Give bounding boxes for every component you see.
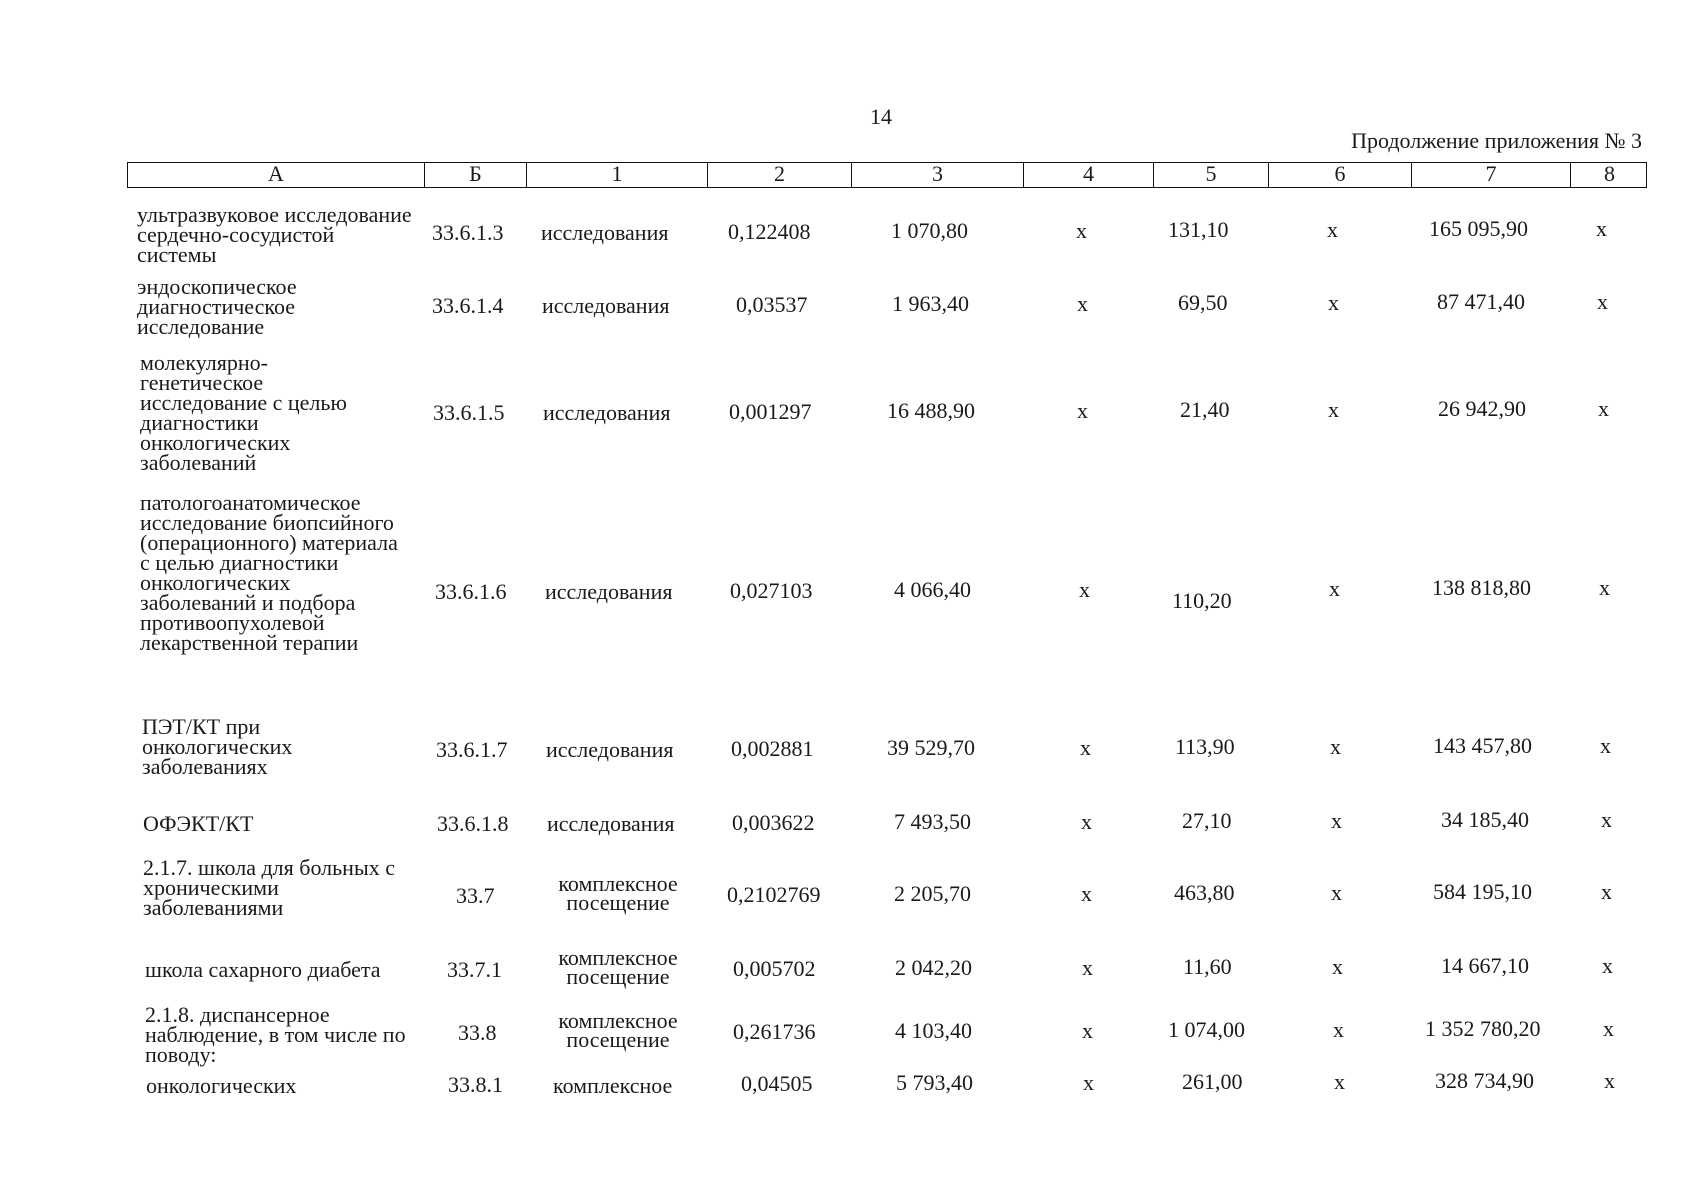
header-cell-4: 4: [1023, 163, 1153, 187]
header-cell-2: 2: [707, 163, 851, 187]
row-col2: 0,04505: [741, 1071, 813, 1096]
row-col5: 113,90: [1175, 734, 1235, 759]
row-col6: х: [1332, 954, 1343, 979]
row-col3: 4 103,40: [895, 1018, 972, 1043]
row-col6: х: [1333, 1017, 1344, 1042]
row-col7: 14 667,10: [1441, 953, 1529, 978]
row-col7: 1 352 780,20: [1425, 1016, 1541, 1041]
row-col5: 11,60: [1183, 954, 1232, 979]
row-col6: х: [1327, 217, 1338, 242]
row-name: ПЭТ/КТ при онкологических заболеваниях: [142, 714, 293, 779]
row-col3: 16 488,90: [887, 398, 975, 423]
row-unit: комплексное: [553, 1073, 673, 1098]
row-code: 33.6.1.8: [437, 811, 509, 836]
row-col5: 261,00: [1182, 1069, 1243, 1094]
row-col2: 0,005702: [733, 956, 816, 981]
row-col8: х: [1596, 216, 1607, 241]
header-cell-6: 6: [1268, 163, 1411, 187]
row-col8: х: [1602, 953, 1613, 978]
page-number: 14: [870, 104, 892, 129]
row-col3: 2 042,20: [895, 955, 972, 980]
row-col6: х: [1334, 1069, 1345, 1094]
row-code: 33.8.1: [448, 1072, 503, 1097]
row-col8: х: [1600, 733, 1611, 758]
row-col4: х: [1082, 1018, 1093, 1043]
row-col2: 0,003622: [732, 810, 815, 835]
row-col6: х: [1331, 808, 1342, 833]
row-code: 33.6.1.4: [432, 293, 504, 318]
row-col6: х: [1329, 576, 1340, 601]
row-name: школа сахарного диабета: [145, 957, 381, 982]
row-name: 2.1.8. диспансерное наблюдение, в том числе по поводу:: [145, 1002, 406, 1067]
row-unit: исследования: [545, 579, 673, 604]
row-col4: х: [1077, 291, 1088, 316]
row-col7: 26 942,90: [1438, 396, 1526, 421]
row-col3: 5 793,40: [896, 1070, 973, 1095]
row-unit: исследования: [547, 811, 675, 836]
row-unit: комплексное посещение: [558, 871, 678, 915]
row-col3: 7 493,50: [894, 809, 971, 834]
header-cell-8: 8: [1570, 163, 1648, 187]
row-col5: 1 074,00: [1168, 1017, 1245, 1042]
row-col5: 110,20: [1172, 588, 1232, 613]
row-col6: х: [1330, 734, 1341, 759]
row-col7: 328 734,90: [1435, 1068, 1534, 1093]
row-unit: комплексное посещение: [558, 1008, 678, 1052]
row-col8: х: [1601, 807, 1612, 832]
row-name: ОФЭКТ/КТ: [143, 811, 254, 836]
table-header: [127, 162, 1647, 188]
row-col8: х: [1604, 1068, 1615, 1093]
row-col8: х: [1603, 1016, 1614, 1041]
row-name: ультразвуковое исследование сердечно-сосудистой системы: [137, 202, 412, 267]
row-unit: исследования: [542, 293, 670, 318]
row-col8: х: [1599, 575, 1610, 600]
row-col2: 0,122408: [728, 219, 811, 244]
row-col7: 34 185,40: [1441, 807, 1529, 832]
row-unit: исследования: [543, 400, 671, 425]
row-code: 33.6.1.5: [433, 400, 505, 425]
row-code: 33.6.1.7: [436, 737, 508, 762]
row-col3: 39 529,70: [887, 735, 975, 760]
row-col7: 584 195,10: [1433, 879, 1532, 904]
row-col3: 1 963,40: [892, 291, 969, 316]
row-col4: х: [1080, 735, 1091, 760]
row-col4: х: [1083, 1070, 1094, 1095]
row-col7: 165 095,90: [1429, 216, 1528, 241]
row-col6: х: [1331, 880, 1342, 905]
row-col8: х: [1598, 396, 1609, 421]
row-name: эндоскопическое диагностическое исследование: [137, 274, 297, 339]
row-col2: 0,027103: [730, 578, 813, 603]
row-col4: х: [1079, 577, 1090, 602]
row-col5: 21,40: [1180, 397, 1230, 422]
header-cell-1: 1: [526, 163, 707, 187]
row-col4: х: [1082, 955, 1093, 980]
row-col4: х: [1077, 398, 1088, 423]
row-col3: 4 066,40: [894, 577, 971, 602]
row-col2: 0,001297: [729, 399, 812, 424]
row-col7: 87 471,40: [1437, 289, 1525, 314]
header-cell-b: Б: [424, 163, 526, 187]
header-cell-a: А: [268, 161, 284, 186]
row-col4: х: [1076, 218, 1087, 243]
row-col8: х: [1601, 879, 1612, 904]
row-col4: х: [1081, 809, 1092, 834]
row-col6: х: [1328, 290, 1339, 315]
row-col3: 2 205,70: [894, 881, 971, 906]
row-code: 33.7: [456, 883, 495, 908]
header-cell-7: 7: [1411, 163, 1570, 187]
header-cell-3: 3: [851, 163, 1023, 187]
row-col5: 463,80: [1174, 880, 1235, 905]
row-unit: исследования: [546, 737, 674, 762]
row-col8: х: [1597, 289, 1608, 314]
row-name: онкологических: [146, 1073, 297, 1098]
row-col7: 138 818,80: [1432, 575, 1531, 600]
row-col4: х: [1081, 881, 1092, 906]
row-col2: 0,261736: [733, 1019, 816, 1044]
row-code: 33.8: [458, 1020, 497, 1045]
row-col3: 1 070,80: [891, 218, 968, 243]
row-col5: 27,10: [1182, 808, 1232, 833]
row-col5: 131,10: [1168, 217, 1229, 242]
row-col2: 0,03537: [736, 292, 808, 317]
row-name: 2.1.7. школа для больных с хроническими заболеваниями: [143, 855, 395, 920]
appendix-note: Продолжение приложения № 3: [1351, 128, 1642, 153]
row-col6: х: [1328, 397, 1339, 422]
row-col5: 69,50: [1178, 290, 1228, 315]
row-code: 33.6.1.6: [435, 579, 507, 604]
row-col2: 0,002881: [731, 736, 814, 761]
row-code: 33.7.1: [447, 957, 502, 982]
row-col7: 143 457,80: [1433, 733, 1532, 758]
row-unit: комплексное посещение: [558, 945, 678, 989]
header-cell-5: 5: [1153, 163, 1268, 187]
row-col2: 0,2102769: [727, 882, 821, 907]
row-unit: исследования: [541, 220, 669, 245]
row-name: молекулярно-генетическое исследование с целью диагностики онкологических заболеваний: [140, 350, 347, 475]
row-code: 33.6.1.3: [432, 220, 504, 245]
row-name: патологоанатомическое исследование биопсийного (операционного) материала с целью диагностики онкологических заболеваний и подбора противоопухолевой лекарственной терапии: [140, 490, 398, 655]
